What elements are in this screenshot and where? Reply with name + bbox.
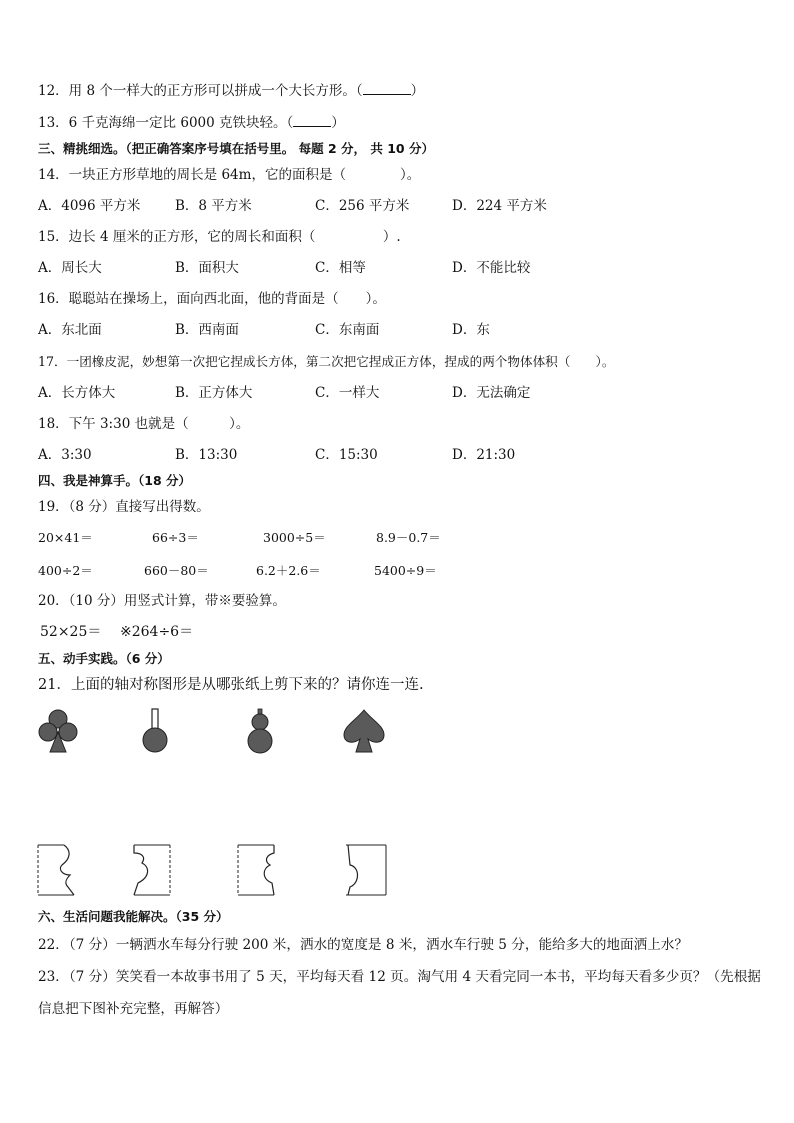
bottle-shape[interactable] [140,708,170,754]
question-23-line-2: 信息把下图补充完整，再解答） [38,1001,229,1017]
question-21-stem: 21．上面的轴对称图形是从哪张纸上剪下来的？请你连一连. [38,677,424,693]
paper-b[interactable] [132,843,174,897]
section-6-heading: 六、生活问题我能解决。（35 分） [38,909,229,924]
paper-c[interactable] [236,843,278,897]
calc-item: 660－80＝ [144,563,209,578]
question-23-line-1: 23．（7 分）笑笑看一本故事书用了 5 天，平均每天看 12 页。淘气用 4 天看完同一本书，平均每天看多少页？（先根据 [38,969,761,985]
calc-item: 52×25＝ [40,624,102,640]
option-c[interactable]: C．相等 [315,260,366,276]
paper-a[interactable] [36,843,78,897]
calc-item: 8.9－0.7＝ [376,530,441,545]
calc-item: 6.2＋2.6＝ [256,563,321,578]
question-14-stem: 14．一块正方形草地的周长是 64m，它的面积是（ ）。 [38,167,421,183]
answer-blank[interactable] [293,126,331,127]
paren-close: ） [410,83,425,99]
club-shape[interactable] [36,708,80,754]
question-13 [38,114,345,132]
section-4-heading: 四、我是神算手。（18 分） [38,473,191,488]
option-d[interactable]: D．21:30 [452,447,516,463]
question-12 [38,82,424,100]
option-d[interactable]: D．无法确定 [452,385,531,401]
question-18-stem: 18．下午 3:30 也就是（ ）。 [38,416,250,432]
option-a[interactable]: A．3:30 [38,447,92,463]
option-b[interactable]: B．8 平方米 [175,198,252,214]
option-b[interactable]: B．面积大 [175,260,239,276]
calc-item: 5400÷9＝ [374,563,437,578]
question-22: 22．（7 分）一辆洒水车每分行驶 200 米，洒水的宽度是 8 米，洒水车行驶 5 分，能给多大的地面洒上水？ [38,937,688,953]
option-c[interactable]: C．东南面 [315,322,380,338]
paper-d[interactable] [344,843,390,897]
option-c[interactable]: C．256 平方米 [315,198,410,214]
calc-item: 20×41＝ [38,530,93,545]
question-17-stem: 17．一团橡皮泥，妙想第一次把它捏成长方体，第二次把它捏成正方体，捏成的两个物体体积（ ）。 [38,354,615,369]
option-d[interactable]: D．不能比较 [452,260,531,276]
question-19-stem: 19．（8 分）直接写出得数。 [38,499,210,515]
calc-item: 3000÷5＝ [263,530,326,545]
question-13-text: 13．6 千克海绵一定比 6000 克铁块轻。（ [38,115,294,131]
option-b[interactable]: B．西南面 [175,322,239,338]
option-d[interactable]: D．东 [452,322,490,338]
answer-blank[interactable] [363,94,411,95]
option-a[interactable]: A．4096 平方米 [38,198,141,214]
gourd-shape[interactable] [244,708,276,754]
paren-close: ） [331,115,345,131]
calc-item: ※264÷6＝ [120,624,194,640]
option-d[interactable]: D．224 平方米 [452,198,547,214]
option-a[interactable]: A．周长大 [38,260,102,276]
calc-item: 400÷2＝ [38,563,93,578]
question-16-stem: 16．聪聪站在操场上，面向西北面，他的背面是（ ）。 [38,291,386,307]
option-b[interactable]: B．正方体大 [175,385,253,401]
section-3-heading: 三、精挑细选。（把正确答案序号填在括号里。 每题 2 分， 共 10 分） [38,141,434,156]
question-15-stem: 15．边长 4 厘米的正方形，它的周长和面积（ ）. [38,229,401,245]
calc-item: 66÷3＝ [152,530,199,545]
spade-shape[interactable] [342,708,386,754]
option-c[interactable]: C．一样大 [315,385,380,401]
option-a[interactable]: A．东北面 [38,322,102,338]
option-a[interactable]: A．长方体大 [38,385,116,401]
question-20-stem: 20．（10 分）用竖式计算，带※要验算。 [38,593,286,609]
option-c[interactable]: C．15:30 [315,447,378,463]
section-5-heading: 五、动手实践。（6 分） [38,651,170,666]
question-12-text: 12．用 8 个一样大的正方形可以拼成一个大长方形。（ [38,83,363,99]
option-b[interactable]: B．13:30 [175,447,238,463]
